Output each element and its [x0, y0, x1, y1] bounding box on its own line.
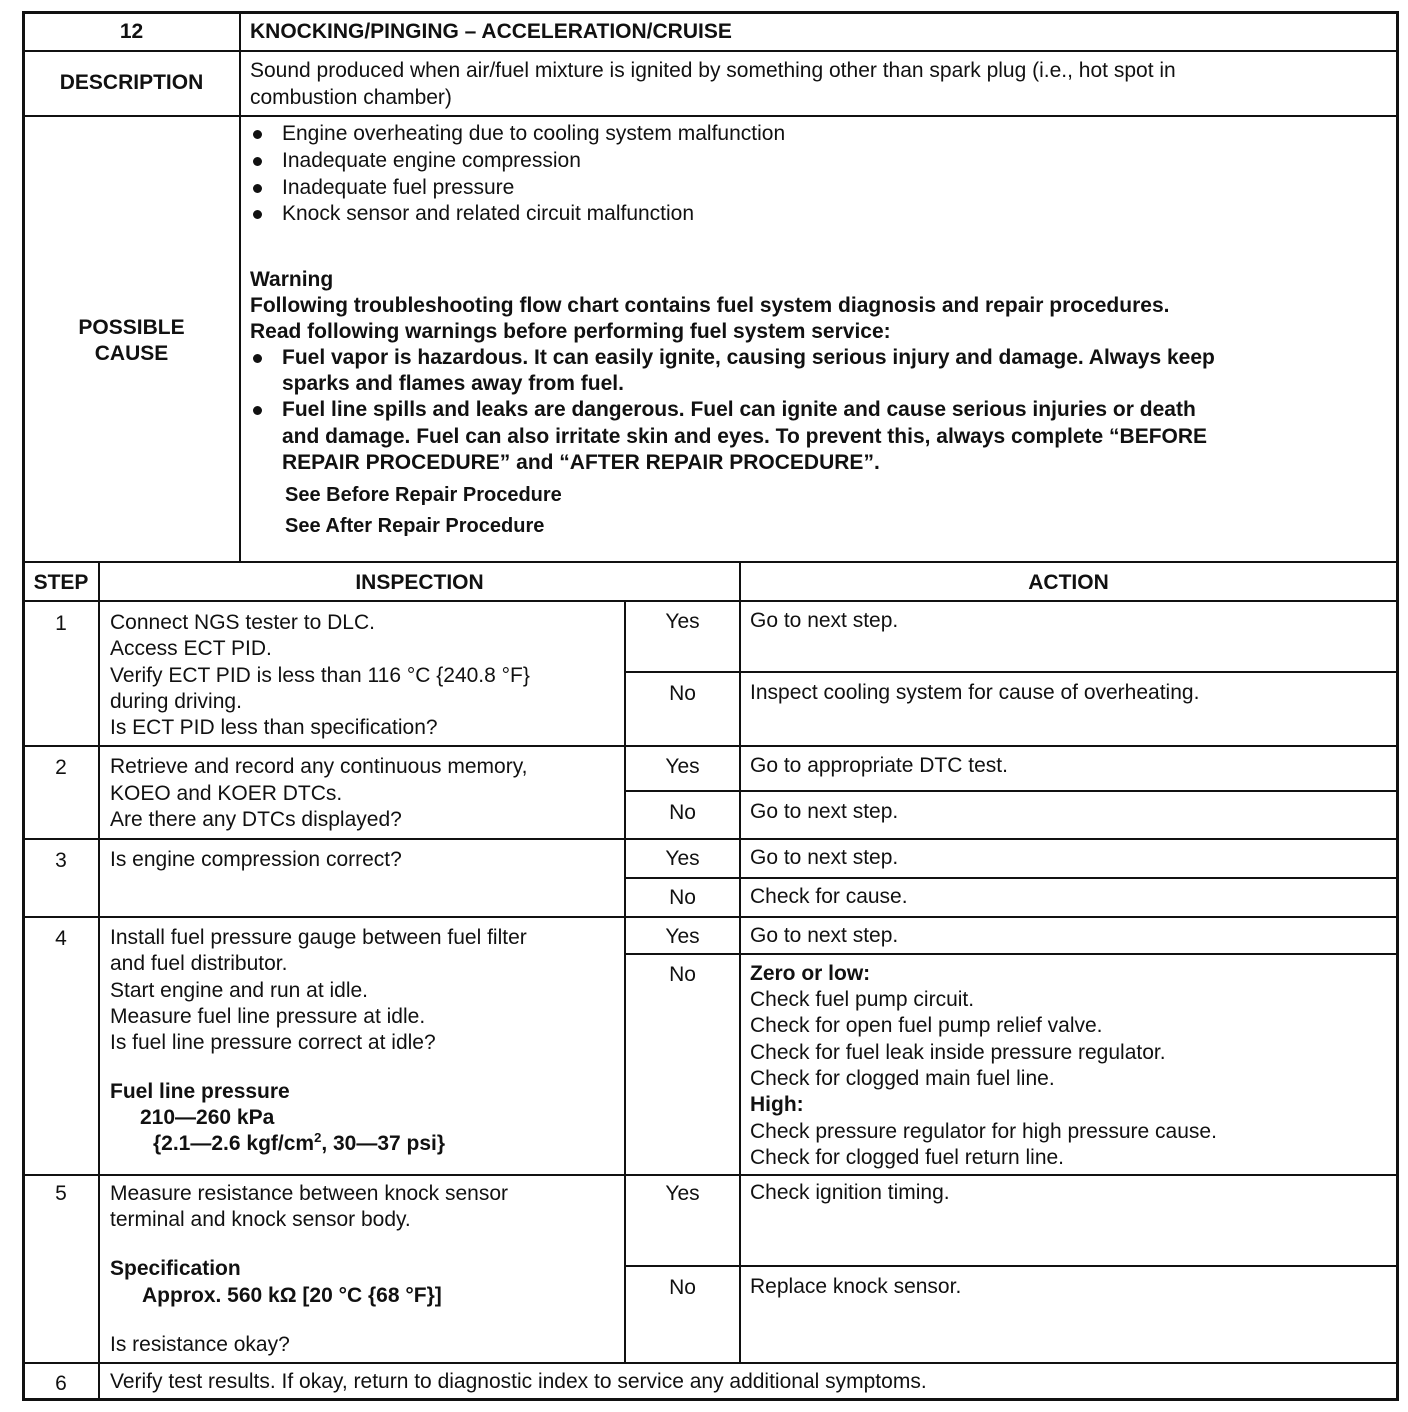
warning-intro-line-1: Following troubleshooting flow chart contains fuel system diagnosis and repair procedures.	[250, 294, 1170, 317]
frame-right	[1396, 11, 1399, 1401]
step-5-no-label: No	[669, 1276, 696, 1299]
step-1-yes-label: Yes	[665, 610, 700, 633]
step-4-no-high-line: Check pressure regulator for high pressure cause.	[750, 1120, 1217, 1143]
cause-item: Engine overheating due to cooling system malfunction	[282, 122, 786, 145]
step-3-inspection-line: Is engine compression correct?	[110, 848, 402, 871]
column-header-inspection: INSPECTION	[355, 571, 484, 594]
step-1-inspection-line: during driving.	[110, 690, 242, 713]
rule-step-1-end	[22, 745, 1399, 747]
step-5-inspection-line: Measure resistance between knock sensor	[110, 1182, 509, 1205]
cause-item: Inadequate engine compression	[282, 149, 581, 172]
possible-cause-label-2: CAUSE	[94, 342, 169, 365]
step-1-no-label: No	[669, 682, 696, 705]
step-number: 1	[55, 612, 67, 635]
rule-step-1-yesno	[624, 671, 1399, 673]
rule-action-col	[739, 561, 741, 1363]
column-header-action: ACTION	[1028, 571, 1109, 594]
description-label: DESCRIPTION	[59, 71, 204, 94]
step-number: 4	[55, 927, 67, 950]
cause-bullet-icon	[253, 130, 262, 139]
step-5-yes-label: Yes	[665, 1182, 700, 1205]
possible-cause-label-1: POSSIBLE	[78, 316, 185, 339]
step-4-no-high-title: High:	[750, 1093, 804, 1116]
step-4-no-high-line: Check for clogged fuel return line.	[750, 1146, 1065, 1169]
rule-step-4-end	[22, 1174, 1399, 1176]
warning-bullet-icon	[253, 406, 262, 415]
step-2-yes-label: Yes	[665, 755, 700, 778]
frame-bottom	[22, 1398, 1399, 1401]
step-4-no-low-line: Check fuel pump circuit.	[750, 988, 975, 1011]
rule-step-2-yesno	[624, 790, 1399, 792]
column-header-step: STEP	[33, 571, 89, 594]
rule-label-col	[239, 11, 241, 562]
rule-steps-header	[22, 600, 1399, 602]
step-4-yes-label: Yes	[665, 925, 700, 948]
frame-top	[22, 11, 1399, 14]
step-4-inspection-line: Install fuel pressure gauge between fuel filter	[110, 926, 527, 949]
rule-step-5-end	[22, 1362, 1399, 1364]
step-5-spec-title: Specification	[110, 1257, 241, 1280]
step-number: 5	[55, 1182, 67, 1205]
step-2-inspection-line: Retrieve and record any continuous memory,	[110, 755, 528, 778]
step-4-no-low-line: Check for clogged main fuel line.	[750, 1067, 1055, 1090]
step-2-no-label: No	[669, 801, 696, 824]
step-5-yes-action: Check ignition timing.	[750, 1181, 950, 1204]
step-4-inspection-line: Start engine and run at idle.	[110, 979, 369, 1002]
step-4-yes-action: Go to next step.	[750, 924, 899, 947]
step-3-no-label: No	[669, 886, 696, 909]
sheet-number: 12	[119, 20, 144, 43]
sheet-title: KNOCKING/PINGING – ACCELERATION/CRUISE	[250, 20, 732, 43]
rule-step-col	[98, 561, 100, 1400]
step-5-spec-value: Approx. 560 kΩ [20 °C {68 °F}]	[142, 1284, 442, 1307]
rule-step-4-yesno	[624, 953, 1399, 955]
rule-header-1	[22, 50, 1399, 52]
step-1-yes-action: Go to next step.	[750, 609, 899, 632]
description-line-2: combustion chamber)	[250, 86, 452, 109]
step-4-spec-conversion	[153, 1131, 445, 1158]
cause-bullet-icon	[253, 157, 262, 166]
step-4-inspection-line: Is fuel line pressure correct at idle?	[110, 1031, 436, 1054]
rule-step-3-end	[22, 916, 1399, 918]
step-1-inspection-line: Connect NGS tester to DLC.	[110, 611, 375, 634]
step-5-no-action: Replace knock sensor.	[750, 1275, 962, 1298]
rule-step-2-end	[22, 838, 1399, 840]
step-4-spec-title: Fuel line pressure	[110, 1080, 290, 1103]
spec-conv-sup: 2	[314, 1130, 322, 1145]
see-before-repair-link[interactable]: See Before Repair Procedure	[285, 484, 562, 506]
warning-title: Warning	[250, 268, 334, 291]
step-2-inspection-line: KOEO and KOER DTCs.	[110, 782, 343, 805]
rule-steps-top	[22, 561, 1399, 563]
warning-bullet-2-line-1: Fuel line spills and leaks are dangerous. Fuel can ignite and cause serious injuries or death	[282, 398, 1196, 421]
step-2-inspection-line: Are there any DTCs displayed?	[110, 808, 402, 831]
step-3-no-action: Check for cause.	[750, 885, 908, 908]
step-3-yes-label: Yes	[665, 847, 700, 870]
warning-intro-line-2: Read following warnings before performing fuel system service:	[250, 320, 891, 343]
cause-bullet-icon	[253, 210, 262, 219]
warning-bullet-1-line-2: sparks and flames away from fuel.	[282, 372, 624, 395]
warning-bullet-2-line-3: REPAIR PROCEDURE” and “AFTER REPAIR PROCEDURE”.	[282, 451, 880, 474]
rule-header-2	[22, 115, 1399, 117]
step-1-no-action: Inspect cooling system for cause of overheating.	[750, 681, 1200, 704]
step-3-yes-action: Go to next step.	[750, 846, 899, 869]
cause-bullet-icon	[253, 184, 262, 193]
step-4-inspection-line: and fuel distributor.	[110, 952, 288, 975]
step-2-yes-action: Go to appropriate DTC test.	[750, 754, 1008, 777]
step-6-text: Verify test results. If okay, return to diagnostic index to service any additional symptoms.	[110, 1370, 927, 1393]
description-line-1: Sound produced when air/fuel mixture is ignited by something other than spark plug (i.e., hot spot in	[250, 59, 1176, 82]
step-4-spec-value: 210—260 kPa	[140, 1106, 275, 1129]
step-number: 2	[55, 756, 67, 779]
step-5-question: Is resistance okay?	[110, 1333, 290, 1356]
spec-conv-pre: {2.1—2.6 kgf/cm	[153, 1132, 315, 1155]
step-1-inspection-line: Access ECT PID.	[110, 637, 272, 660]
warning-bullet-icon	[253, 354, 262, 363]
step-5-inspection-line: terminal and knock sensor body.	[110, 1208, 411, 1231]
step-4-no-label: No	[669, 963, 696, 986]
step-number: 6	[55, 1372, 67, 1395]
see-after-repair-link[interactable]: See After Repair Procedure	[285, 515, 545, 537]
step-4-no-low-title: Zero or low:	[750, 962, 871, 985]
step-4-no-low-line: Check for open fuel pump relief valve.	[750, 1014, 1103, 1037]
cause-item: Knock sensor and related circuit malfunction	[282, 202, 695, 225]
warning-bullet-1-line-1: Fuel vapor is hazardous. It can easily ignite, causing serious injury and damage. Always keep	[282, 346, 1215, 369]
step-1-inspection-line: Is ECT PID less than specification?	[110, 716, 438, 739]
step-1-inspection-line: Verify ECT PID is less than 116 °C {240.8 °F}	[110, 664, 530, 687]
step-4-inspection-line: Measure fuel line pressure at idle.	[110, 1005, 426, 1028]
cause-item: Inadequate fuel pressure	[282, 176, 515, 199]
step-4-no-low-line: Check for fuel leak inside pressure regulator.	[750, 1041, 1166, 1064]
rule-step-5-yesno	[624, 1265, 1399, 1267]
spec-conv-post: , 30—37 psi}	[321, 1132, 446, 1155]
rule-step-3-yesno	[624, 877, 1399, 879]
step-number: 3	[55, 849, 67, 872]
step-2-no-action: Go to next step.	[750, 800, 899, 823]
warning-bullet-2-line-2: and damage. Fuel can also irritate skin and eyes. To prevent this, always complete “BEFORE	[282, 425, 1208, 448]
